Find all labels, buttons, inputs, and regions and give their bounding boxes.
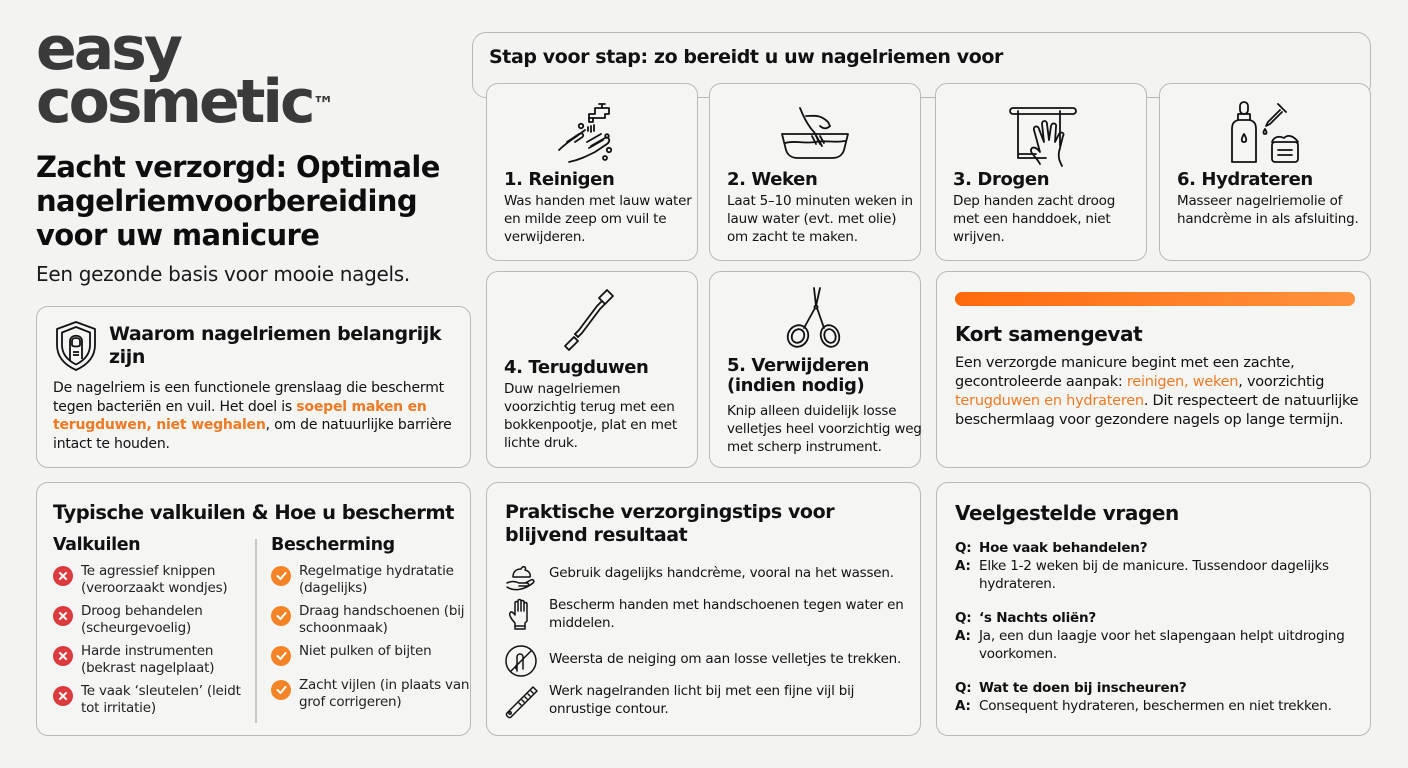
faq-answer: Consequent hydrateren, beschermen en niet trekken.	[979, 698, 1332, 714]
why-title: Waarom nagelriemen belangrijk zijn	[109, 323, 442, 368]
cuticle-scissors-icon	[770, 282, 860, 358]
page-subtitle: Een gezonde basis voor mooie nagels.	[36, 262, 410, 286]
faq-question: Hoe vaak behandelen?	[979, 540, 1148, 556]
step-desc: Dep handen zacht droog met een handdoek, niet wrijven.	[953, 193, 1116, 245]
check-icon	[271, 606, 291, 626]
check-icon	[271, 566, 291, 586]
step-title: 6. Hydrateren	[1177, 169, 1313, 190]
list-item: Weersta de neiging om aan losse velletjes te trekken.	[503, 643, 909, 679]
column-divider	[255, 539, 257, 723]
cuticle-pusher-icon	[547, 284, 637, 360]
step-desc: Knip alleen duidelijk losse velletjes heel voorzichtig weg met scherp instrument.	[727, 403, 922, 455]
brand-line-1: easy	[36, 14, 181, 84]
why-cuticles-card	[36, 306, 471, 468]
step-desc: Masseer nagelriemolie of handcrème in als afsluiting.	[1177, 193, 1359, 227]
list-item: Droog behandelen (scheurgevoelig)	[53, 603, 253, 636]
faq-item: Q: Wat te doen bij inscheuren? A: Consequent hydrateren, beschermen en niet trekken.	[955, 680, 1332, 714]
step-card-drogen	[935, 83, 1147, 261]
faq-card	[936, 482, 1371, 736]
cross-icon	[53, 566, 73, 586]
step-card-hydrateren	[1159, 83, 1371, 261]
step-title: 2. Weken	[727, 169, 818, 190]
step-desc: Was handen met lauw water en milde zeep om vuil te verwijderen.	[504, 193, 692, 245]
faq-answer: Elke 1-2 weken bij de manicure. Tussendoor dagelijks hydrateren.	[979, 558, 1329, 592]
pitfalls-heading: Valkuilen	[53, 535, 141, 555]
faq-answer: Ja, een dun laagje voor het slapengaan helpt uitdroging voorkomen.	[979, 628, 1345, 662]
faq-question: ‘s Nachts oliën?	[979, 610, 1097, 626]
list-item: Niet pulken of bijten	[271, 643, 471, 666]
step-card-terugduwen	[486, 271, 698, 468]
accent-bar	[955, 292, 1355, 306]
page-title: Zacht verzorgd: Optimale nagelriemvoorbereiding voor uw manicure	[36, 150, 440, 252]
brand-logo	[36, 14, 335, 137]
cross-icon	[53, 606, 73, 626]
pitfalls-title: Typische valkuilen & Hoe u beschermt	[53, 501, 454, 524]
glove-icon	[503, 597, 539, 633]
faq-item: Q: ‘s Nachts oliën? A: Ja, een dun laagje voor het slapengaan helpt uitdroging voorkomen.	[955, 609, 1355, 663]
list-item: Te agressief knippen (veroorzaakt wondjes)	[53, 563, 253, 596]
no-picking-icon	[503, 643, 539, 679]
list-item: Regelmatige hydratatie (dagelijks)	[271, 563, 471, 596]
protection-heading: Bescherming	[271, 535, 395, 555]
step-title: 3. Drogen	[953, 169, 1050, 190]
hand-cream-icon	[503, 559, 539, 595]
faq-title: Veelgestelde vragen	[955, 501, 1179, 525]
check-icon	[271, 680, 291, 700]
faq-question: Wat te doen bij inscheuren?	[979, 680, 1187, 696]
list-item: Werk nagelranden licht bij met een fijne vijl bij onrustige contour.	[503, 683, 909, 719]
pitfalls-card	[36, 482, 471, 736]
tips-title: Praktische verzorgingstips voor blijvend resultaat	[505, 501, 835, 546]
summary-text: Een verzorgde manicure begint met een zachte, gecontroleerde aanpak: reinigen, weken, voorzichtig terugduwen en hydrateren. Dit respecteert de natuurlijke beschermlaag voor gezondere nagels op lange termijn.	[955, 355, 1359, 428]
pitfalls-column	[53, 535, 253, 723]
why-text: De nagelriem is een functionele grenslaag die beschermt tegen bacteriën en vuil. Het doel is soepel maken en terugduwen, niet weghalen, om de natuurlijke barrière intact te houden.	[53, 380, 452, 452]
hand-washing-icon	[547, 96, 637, 172]
step-card-reinigen	[486, 83, 698, 261]
cross-icon	[53, 686, 73, 706]
shield-finger-icon	[51, 319, 101, 373]
soaking-bowl-icon	[770, 96, 860, 172]
list-item: Draag handschoenen (bij schoonmaak)	[271, 603, 471, 636]
summary-card	[936, 271, 1371, 468]
cross-icon	[53, 646, 73, 666]
step-title: 1. Reinigen	[504, 169, 615, 190]
towel-hand-icon	[996, 96, 1086, 172]
summary-title: Kort samengevat	[955, 322, 1143, 346]
step-desc: Laat 5–10 minuten weken in lauw water (evt. met olie) om zacht te maken.	[727, 193, 913, 245]
list-item: Gebruik dagelijks handcrème, vooral na het wassen.	[503, 559, 909, 595]
trademark: ™	[312, 93, 335, 118]
step-card-weken	[709, 83, 921, 261]
care-tips-card	[486, 482, 921, 736]
list-item: Te vaak ‘sleutelen’ (leidt tot irritatie)	[53, 683, 253, 716]
list-item: Zacht vijlen (in plaats van grof corrigeren)	[271, 677, 471, 710]
oil-dropper-cream-icon	[1220, 96, 1310, 172]
brand-line-2: cosmetic™	[36, 67, 335, 137]
protection-column	[271, 535, 471, 717]
step-title: 4. Terugduwen	[504, 357, 649, 378]
check-icon	[271, 646, 291, 666]
faq-item: Q: Hoe vaak behandelen? A: Elke 1-2 weken bij de manicure. Tussendoor dagelijks hydrateren.	[955, 539, 1355, 593]
list-item: Bescherm handen met handschoenen tegen water en middelen.	[503, 597, 909, 633]
step-desc: Duw nagelriemen voorzichtig terug met een bokkenpootje, plat en met lichte druk.	[504, 381, 677, 451]
step-card-verwijderen	[709, 271, 921, 468]
nail-file-icon	[503, 683, 539, 719]
steps-title: Stap voor stap: zo bereidt u uw nagelriemen voor	[489, 46, 1004, 68]
step-title: 5. Verwijderen (indien nodig)	[727, 355, 870, 396]
list-item: Harde instrumenten (bekrast nagelplaat)	[53, 643, 253, 676]
why-highlight: soepel maken en terugduwen, niet weghalen	[53, 398, 427, 433]
